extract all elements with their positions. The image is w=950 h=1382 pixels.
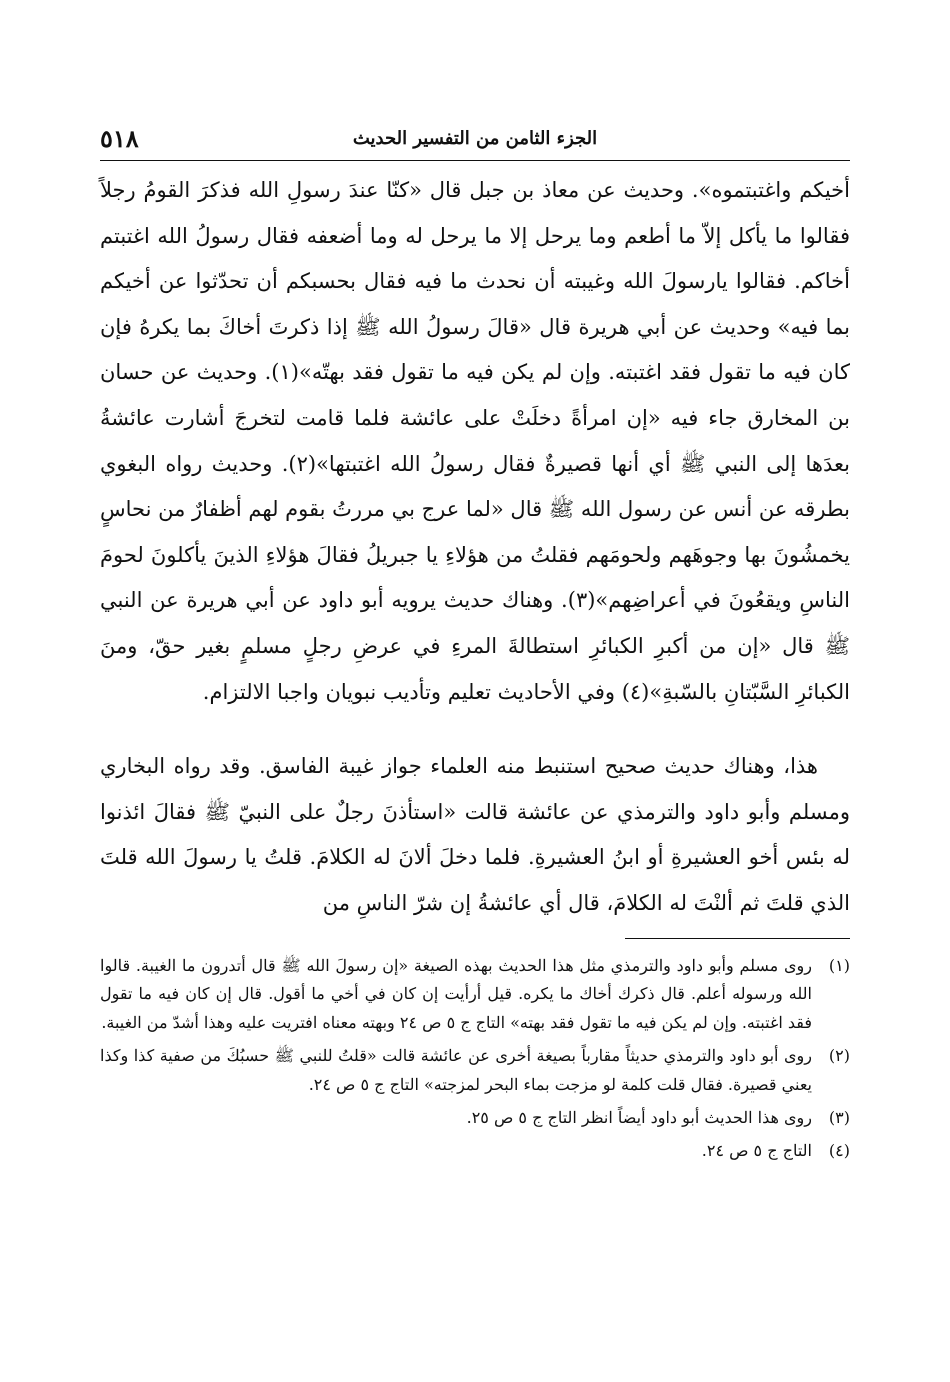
- footnote-text: روى هذا الحديث أبو داود أيضاً انظر التاج ج ٥ ص ٢٥.: [466, 1108, 812, 1128]
- footnote-4: [100, 1137, 850, 1165]
- footnote-text: التاج ج ٥ ص ٢٤.: [701, 1141, 812, 1161]
- paragraph-spacer: [100, 715, 850, 744]
- footnote-number: (١): [828, 956, 850, 975]
- page-number: ٥١٨: [100, 124, 139, 153]
- footnote-number: (٤): [828, 1141, 850, 1161]
- footnote-divider: [625, 938, 850, 939]
- body-paragraph-1: أخيكم واغتبتموه». وحديث عن معاذ بن جبل قال «كنّا عندَ رسولِ الله فذكرَ القومُ رجلاً فقالوا ما يأكل إلاّ ما أطعم وما يرحل إلا ما يرحل له وما أضعفه فقال رسولُ الله اغتبتم أخاكم. فقالوا يارسولَ الله وغيبته أن نحدث ما فيه فقال بحسبكم أن تحدّثوا عن أخيكم بما فيه» وحديث عن أبي هريرة قال «قالَ رسولُ الله ﷺ إذا ذكرتَ أخاكَ بما يكرهُ فإن كان فيه ما تقول فقد اغتبته. وإن لم يكن فيه ما تقول فقد بهتّه»(١). وحديث عن حسان بن المخارق جاء فيه «إن امرأةً دخلَتْ على عائشة فلما قامت لتخرجَ أشارت عائشةُ بعدَها إلى النبي ﷺ أي أنها قصيرةٌ فقال رسولُ الله اغتبتها»(٢). وحديث رواه البغوي بطرقه عن أنس عن رسول الله ﷺ قال «لما عرج بي مررتُ بقوم لهم أظفارٌ من نحاسٍ يخمشُونَ بها وجوهَهم ولحومَهم فقلتُ من هؤلاءِ يا جبريلُ فقالَ هؤلاءِ الذينَ يأكلونَ لحومَ الناسِ ويقعُونَ في أعراضِهم»(٣). وهناك حديث يرويه أبو داود عن أبي هريرة عن النبي ﷺ قال «إن من أكبرِ الكبائرِ استطالةَ المرءِ في عرضِ رجلٍ مسلمٍ بغير حقّ، ومنَ الكبائرِ السَّبّتانِ بالسّبةِ»(٤) وفي الأحاديث تعليم وتأديب نبويان واجبا الالتزام.: [100, 178, 851, 704]
- footnote-3: [100, 1104, 850, 1132]
- footnote-1: [100, 952, 850, 1037]
- body-paragraph-2: هذا، وهناك حديث صحيح استنبط منه العلماء جواز غيبة الفاسق. وقد رواه البخاري ومسلم وأبو داود والترمذي عن عائشة قالت «استأذنَ رجلٌ على النبيّ ﷺ فقالَ ائذنوا له بئس أخو العشيرةِ أو ابنُ العشيرةِ. فلما دخلَ ألانَ له الكلامَ. قلتُ يا رسولَ الله قلتَ الذي قلتَ ثم ألنْتَ له الكلامَ، قال أي عائشةُ إن شرّ الناسِ من: [100, 754, 850, 915]
- header-divider: [100, 160, 850, 161]
- footnote-2: [100, 1042, 850, 1099]
- page-header: [100, 122, 850, 162]
- footnote-number: (٣): [828, 1108, 850, 1128]
- running-title: الجزء الثامن من التفسير الحديث: [352, 128, 598, 149]
- footnotes: [100, 952, 850, 1171]
- footnote-number: (٢): [828, 1046, 850, 1066]
- footnote-text: روى مسلم وأبو داود والترمذي مثل هذا الحديث بهذه الصيغة «إن رسولَ الله ﷺ قال أتدرون ما الغيبة. قالوا الله ورسوله أعلم. قال ذكرك أخاك ما يكره. قيل أرأيت إن كان في أخي ما أقول. قال إن كان فيه ما تقول فقد اغتبته. وإن لم يكن فيه ما تقول فقد بهته» التاج ج ٥ ص ٢٤ وبهته معناه افتريت عليه وهذا أشدّ من الغيبة.: [100, 956, 812, 1032]
- main-text: [100, 168, 850, 927]
- footnote-text: روى أبو داود والترمذي حديثاً مقارباً بصيغة أخرى عن عائشة قالت «قلتُ للنبي ﷺ حسبُكَ من صفية كذا وكذا يعني قصيرة. فقال قلت كلمة لو مزجت بماء البحر لمزجته» التاج ج ٥ ص ٢٤.: [100, 1046, 812, 1094]
